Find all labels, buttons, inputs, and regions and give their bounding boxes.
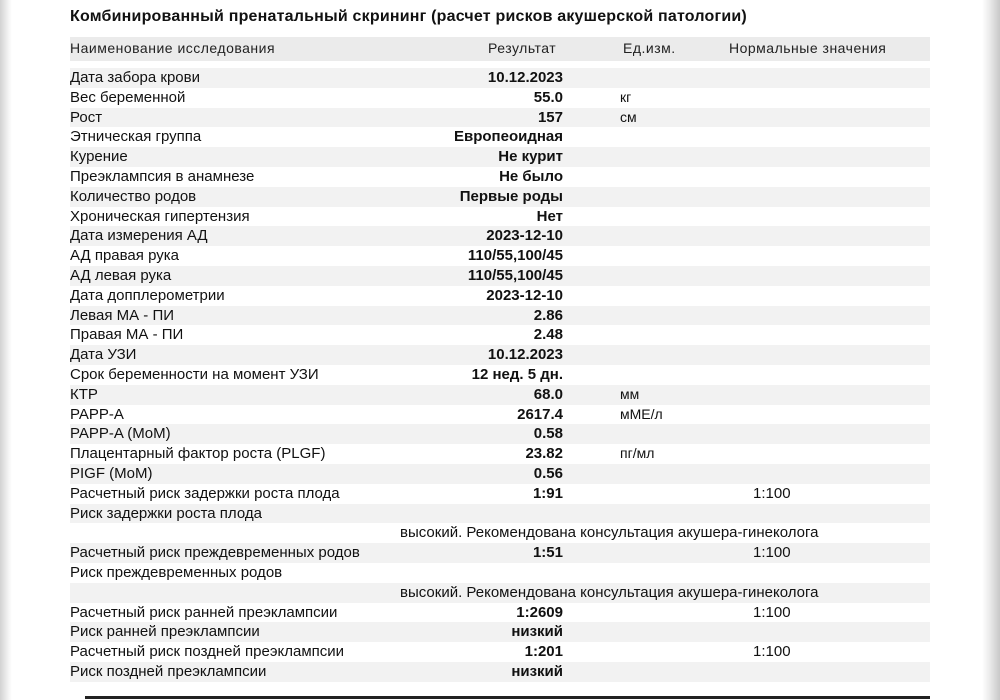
row-name: PIGF (MoM) bbox=[70, 464, 153, 482]
table-row bbox=[70, 385, 930, 405]
header-norm: Нормальные значения bbox=[729, 40, 887, 56]
table-row bbox=[70, 88, 930, 108]
header-result: Результат bbox=[488, 40, 557, 56]
page-edge-right bbox=[982, 0, 1000, 700]
row-name: Курение bbox=[70, 148, 128, 166]
row-name: Срок беременности на момент УЗИ bbox=[70, 365, 319, 383]
row-result: 1:201 bbox=[524, 643, 563, 661]
table-row bbox=[70, 207, 930, 227]
row-norm: 1:100 bbox=[753, 603, 791, 621]
row-result: Нет bbox=[536, 207, 563, 225]
row-name: Преэклампсия в анамнезе bbox=[70, 167, 255, 185]
table-row bbox=[70, 286, 930, 306]
row-name: Расчетный риск задержки роста плода bbox=[70, 484, 340, 502]
row-name: Риск задержки роста плода bbox=[70, 504, 262, 522]
row-result: 2.48 bbox=[533, 326, 563, 344]
table-row bbox=[70, 424, 930, 444]
row-result: 55.0 bbox=[533, 88, 563, 106]
row-name: Левая МА - ПИ bbox=[70, 306, 175, 324]
table-row bbox=[70, 484, 930, 504]
table-row bbox=[70, 662, 930, 682]
table-row bbox=[70, 543, 930, 563]
table-row bbox=[70, 147, 930, 167]
row-result: 68.0 bbox=[533, 385, 563, 403]
row-result: 2023-12-10 bbox=[486, 227, 563, 245]
row-name: КТР bbox=[70, 385, 98, 403]
table-row bbox=[70, 226, 930, 246]
row-result: 2.86 bbox=[533, 306, 563, 324]
row-result: Европеоидная bbox=[453, 128, 563, 146]
row-name: Правая МА - ПИ bbox=[70, 326, 184, 344]
row-norm: 1:100 bbox=[753, 643, 791, 661]
header-name: Наименование исследования bbox=[70, 40, 276, 56]
row-unit: см bbox=[620, 108, 637, 125]
row-unit: мм bbox=[620, 385, 640, 402]
row-name: Риск преждевременных родов bbox=[70, 563, 283, 581]
row-name: PAPP-A bbox=[70, 405, 124, 423]
row-result: 110/55,100/45 bbox=[467, 266, 563, 284]
table-row bbox=[70, 523, 930, 543]
row-result: 10.12.2023 bbox=[487, 69, 563, 86]
table-row bbox=[70, 603, 930, 623]
table-row bbox=[70, 266, 930, 286]
row-result: 157 bbox=[537, 108, 563, 126]
row-name: Количество родов bbox=[70, 187, 197, 205]
row-result: 0.58 bbox=[533, 425, 563, 443]
row-name: Риск поздней преэклампсии bbox=[70, 662, 267, 680]
table-row bbox=[70, 127, 930, 147]
row-unit: кг bbox=[620, 88, 632, 105]
row-name: Плацентарный фактор роста (PLGF) bbox=[70, 445, 326, 463]
table-row bbox=[70, 444, 930, 464]
table-row bbox=[70, 405, 930, 425]
row-result: 10.12.2023 bbox=[487, 346, 563, 364]
table-row bbox=[70, 325, 930, 345]
row-result: 12 нед. 5 дн. bbox=[471, 365, 563, 383]
row-result: 1:91 bbox=[532, 484, 563, 502]
table-row bbox=[70, 622, 930, 642]
table-row bbox=[70, 187, 930, 207]
table-row bbox=[70, 108, 930, 128]
table-row bbox=[70, 583, 930, 603]
document-title: Комбинированный пренатальный скрининг (расчет рисков акушерской патологии) bbox=[70, 8, 747, 25]
table-row bbox=[70, 464, 930, 484]
row-result: низкий bbox=[511, 662, 563, 680]
row-name: Расчетный риск преждевременных родов bbox=[70, 544, 360, 562]
row-result: 110/55,100/45 bbox=[467, 247, 563, 265]
table-row bbox=[70, 504, 930, 524]
table-row bbox=[70, 246, 930, 266]
row-name: Дата измерения АД bbox=[70, 227, 208, 245]
row-result: 1:2609 bbox=[516, 603, 563, 621]
table-row bbox=[70, 563, 930, 583]
row-result: низкий bbox=[511, 623, 563, 641]
row-result: 2023-12-10 bbox=[486, 286, 563, 304]
row-name: Расчетный риск поздней преэклампсии bbox=[70, 643, 345, 661]
row-unit: мМЕ/л bbox=[620, 405, 663, 422]
row-name: Этническая группа bbox=[70, 128, 202, 146]
risk-note: высокий. Рекомендована консультация акушера-гинеколога bbox=[400, 583, 819, 601]
row-name: Вес беременной bbox=[70, 88, 186, 106]
row-name: АД левая рука bbox=[70, 266, 172, 284]
row-name: Дата допплерометрии bbox=[70, 286, 225, 304]
row-result: Не курит bbox=[498, 148, 563, 166]
row-result: 0.56 bbox=[533, 464, 563, 482]
page-edge-left bbox=[0, 0, 12, 700]
row-result: 2617.4 bbox=[517, 405, 563, 423]
row-name: Хроническая гипертензия bbox=[70, 207, 250, 225]
header-unit: Ед.изм. bbox=[623, 40, 676, 56]
results-table bbox=[70, 68, 930, 682]
row-name: PAPP-A (MoM) bbox=[70, 425, 171, 443]
table-row bbox=[70, 167, 930, 187]
row-norm: 1:100 bbox=[753, 484, 791, 502]
risk-note: высокий. Рекомендована консультация акушера-гинеколога bbox=[400, 524, 819, 542]
row-name: Дата УЗИ bbox=[70, 346, 137, 364]
table-row bbox=[70, 345, 930, 365]
table-row bbox=[70, 306, 930, 326]
table-header bbox=[70, 37, 930, 61]
row-name: Риск ранней преэклампсии bbox=[70, 623, 260, 641]
row-result: Первые роды bbox=[459, 187, 563, 205]
row-unit: пг/мл bbox=[620, 445, 655, 462]
row-result: 23.82 bbox=[525, 445, 563, 463]
table-row bbox=[70, 365, 930, 385]
row-name: Расчетный риск ранней преэклампсии bbox=[70, 603, 338, 621]
row-name: АД правая рука bbox=[70, 247, 179, 265]
bottom-divider bbox=[85, 696, 930, 699]
row-name: Рост bbox=[70, 108, 103, 126]
row-result: Не было bbox=[499, 167, 563, 185]
row-norm: 1:100 bbox=[753, 544, 791, 562]
table-row bbox=[70, 68, 930, 88]
row-name: Дата забора крови bbox=[70, 69, 200, 86]
table-row bbox=[70, 642, 930, 662]
row-result: 1:51 bbox=[532, 544, 563, 562]
